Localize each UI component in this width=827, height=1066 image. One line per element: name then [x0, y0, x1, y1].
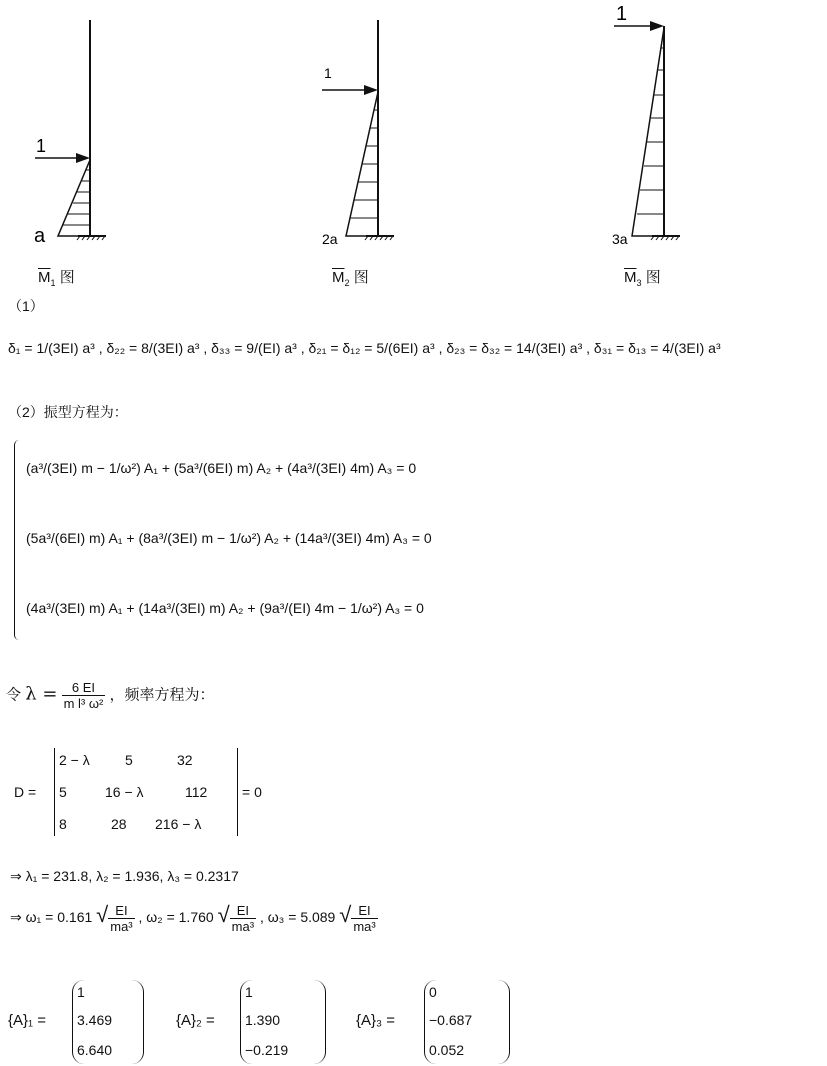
determinant-matrix: 2 − λ 5 32 5 16 − λ 112 8 28 216 − λ	[54, 748, 238, 836]
diagram-m1	[34, 20, 106, 247]
caption-m1: $\overline{M}_1$ 图	[38, 269, 75, 288]
mode-label-1: {A}₁ =	[8, 1012, 47, 1029]
base-label-3: 3a	[612, 231, 628, 247]
flexibility-coefficients: δ₁ = 1/(3EI) a³ , δ₂₂ = 8/(3EI) a³ , δ₃₃ = 9/(EI) a³ , δ₂₁ = δ₁₂ = 5/(6EI) a³ , δ₂₃ = δ₃₂ = 14/(3EI) a³ , δ₃₁ = δ₁₃ = 4/(3EI) a³	[8, 340, 721, 356]
mode-label-2: {A}₂ =	[176, 1012, 215, 1029]
diagram-m2	[322, 20, 394, 247]
omega-results: ⇒ ω₁ = 0.161 √ $\frac{EI}{\text{ma³}}$ , ω₂ = 1.760 √ $\frac{EI}{\text{ma³}}$ , ω₃ = 5.089 √ $\frac{EI}{\text{ma³}}$	[10, 902, 376, 934]
lambda-definition: 令 λ = $\frac{6 EI}{\text{m l³ ω²}}$ ，频率方程为：	[6, 680, 215, 711]
mode-vector-2: 1 1.390 −0.219	[240, 980, 326, 1064]
determinant-label: D =	[14, 784, 37, 800]
part1-label: （1）	[8, 298, 44, 314]
mode-equation-2: (5a³/(6EI) m) A₁ + (8a³/(3EI) m − 1/ω²) A₂ + (14a³/(3EI) 4m) A₃ = 0	[26, 530, 432, 546]
mode-equation-3: (4a³/(3EI) m) A₁ + (14a³/(3EI) m) A₂ + (9a³/(EI) 4m − 1/ω²) A₃ = 0	[26, 600, 424, 616]
force-label-3: 1	[616, 3, 628, 25]
caption-m3: $\overline{M}_3$ 图	[624, 269, 661, 288]
part2-label: （2）振型方程为：	[8, 404, 128, 420]
force-label-2: 1	[324, 65, 332, 81]
mode-label-3: {A}₃ =	[356, 1012, 396, 1029]
moment-diagrams	[0, 0, 827, 300]
determinant-rhs: = 0	[242, 784, 262, 800]
base-label-2: 2a	[322, 231, 338, 247]
caption-m2: $\overline{M}_2$ 图	[332, 269, 369, 288]
mode-vector-1: 1 3.469 6.640	[72, 980, 144, 1064]
mode-vector-3: 0 −0.687 0.052	[424, 980, 510, 1064]
system-brace	[14, 440, 19, 640]
mode-equation-1: (a³/(3EI) m − 1/ω²) A₁ + (5a³/(6EI) m) A₂ + (4a³/(3EI) 4m) A₃ = 0	[26, 460, 417, 476]
base-label-1: a	[34, 225, 46, 247]
diagram-m3	[612, 3, 680, 247]
force-label-1: 1	[36, 136, 47, 156]
lambda-results: ⇒ λ₁ = 231.8, λ₂ = 1.936, λ₃ = 0.2317	[10, 868, 239, 884]
